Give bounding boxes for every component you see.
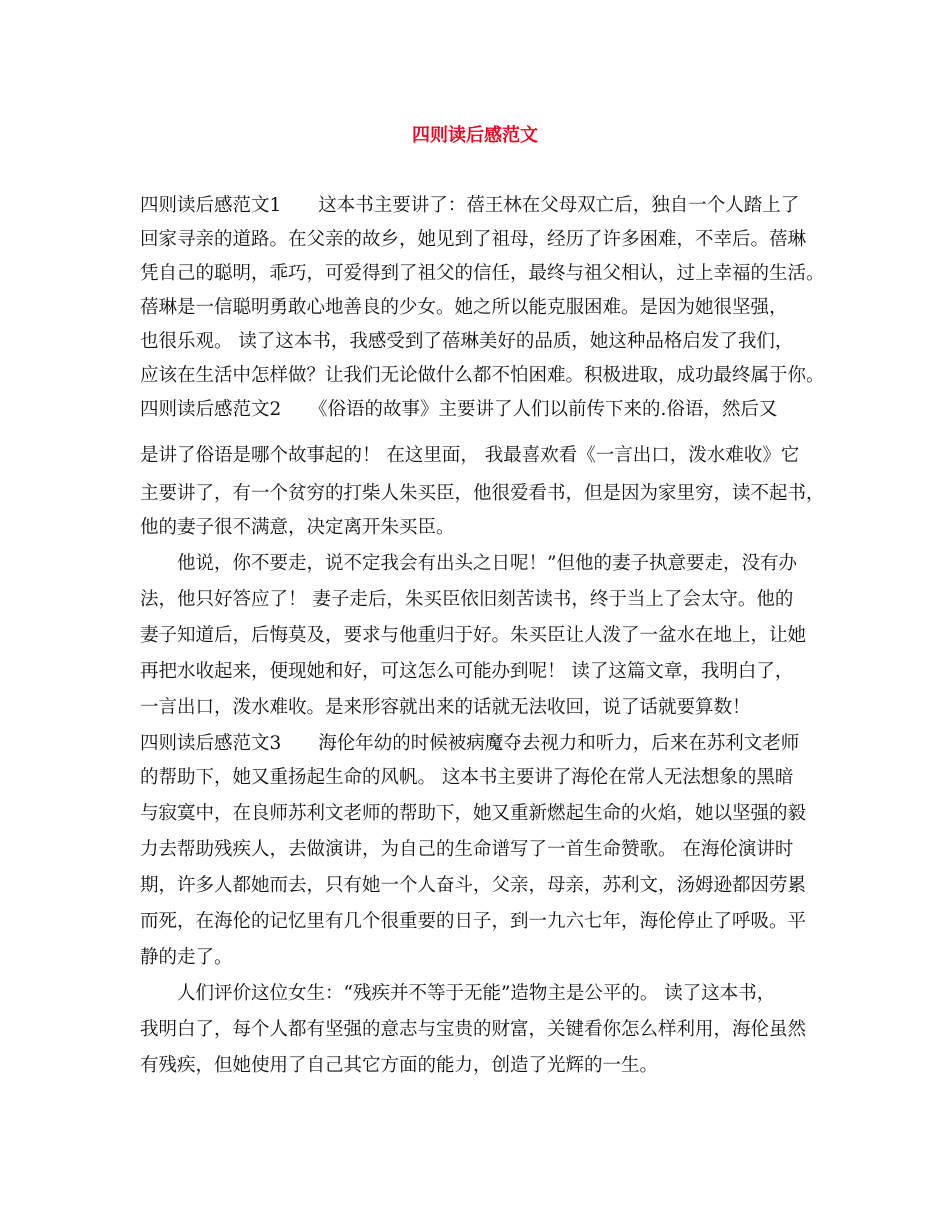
text-line: 人们评价这位女生：“残疾并不等于无能”造物主是公平的。 读了这本书， (140, 983, 776, 1004)
text-line: 应该在生活中怎样做？让我们无论做什么都不怕困难。积极进取，成功最终属于你。 (140, 365, 825, 386)
text-line: 四则读后感范文3 海伦年幼的时候被病魔夺去视力和听力，后来在苏利文老师 (140, 733, 800, 754)
text-line: 四则读后感范文1 这本书主要讲了：蓓王林在父母双亡后，独自一个人踏上了 (140, 195, 800, 216)
text-line: 而死，在海伦的记忆里有几个很重要的日子，到一九六七年，海伦停止了呼吸。平 (140, 911, 807, 932)
text-line: 凭自己的聪明，乖巧，可爱得到了祖父的信任，最终与祖父相认，过上幸福的生活。 (140, 263, 825, 284)
text-line: 蓓琳是一信聪明勇敢心地善良的少女。她之所以能克服困难。是因为她很坚强， (140, 297, 788, 318)
text-line: 我明白了，每个人都有坚强的意志与宝贵的财富，关键看你怎么样利用，海伦虽然 (140, 1019, 807, 1040)
text-line: 四则读后感范文2 《俗语的故事》主要讲了人们以前传下来的.俗语，然后又 (140, 399, 778, 420)
text-line: 是讲了俗语是哪个故事起的！ 在这里面， 我最喜欢看《一言出口，泼水难收》它 (140, 445, 800, 466)
text-line: 主要讲了，有一个贫穷的打柴人朱买臣，他很爱看书，但是因为家里穷，读不起书， (140, 483, 825, 504)
text-line: 有残疾，但她使用了自己其它方面的能力，创造了光辉的一生。 (140, 1055, 659, 1076)
document-title: 四则读后感范文 (412, 125, 538, 146)
text-line: 静的走了。 (140, 947, 233, 968)
text-line: 也很乐观。 读了这本书，我感受到了蓓琳美好的品质，她这种品格启发了我们， (140, 331, 794, 352)
text-line: 法，他只好答应了！ 妻子走后，朱买臣依旧刻苦读书，终于当上了会太守。他的 (140, 589, 794, 610)
text-line: 妻子知道后，后悔莫及，要求与他重归于好。朱买臣让人泼了一盆水在地上，让她 (140, 625, 807, 646)
text-line: 期，许多人都她而去，只有她一个人奋斗，父亲，母亲，苏利文，汤姆逊都因劳累 (140, 875, 807, 896)
text-line: 他的妻子很不满意，决定离开朱买臣。 (140, 517, 455, 538)
text-line: 回家寻亲的道路。在父亲的故乡，她见到了祖母，经历了许多困难，不幸后。蓓琳 (140, 229, 807, 250)
text-line: 的帮助下，她又重扬起生命的风帆。 这本书主要讲了海伦在常人无法想象的黑暗 (140, 767, 794, 788)
text-line: 力去帮助残疾人，去做演讲，为自己的生命谱写了一首生命赞歌。 在海伦演讲时 (140, 839, 794, 860)
text-line: 再把水收起来，便现她和好，可这怎么可能办到呢！ 读了这篇文章，我明白了， (140, 661, 794, 682)
text-line: 一言出口，泼水难收。是来形容就出来的话就无法收回，说了话就要算数！ (140, 697, 751, 718)
text-line: 与寂寞中，在良师苏利文老师的帮助下，她又重新燃起生命的火焰，她以坚强的毅 (140, 803, 807, 824)
text-line: 他说，你不要走，说不定我会有出头之日呢！”但他的妻子执意要走，没有办 (140, 553, 797, 574)
